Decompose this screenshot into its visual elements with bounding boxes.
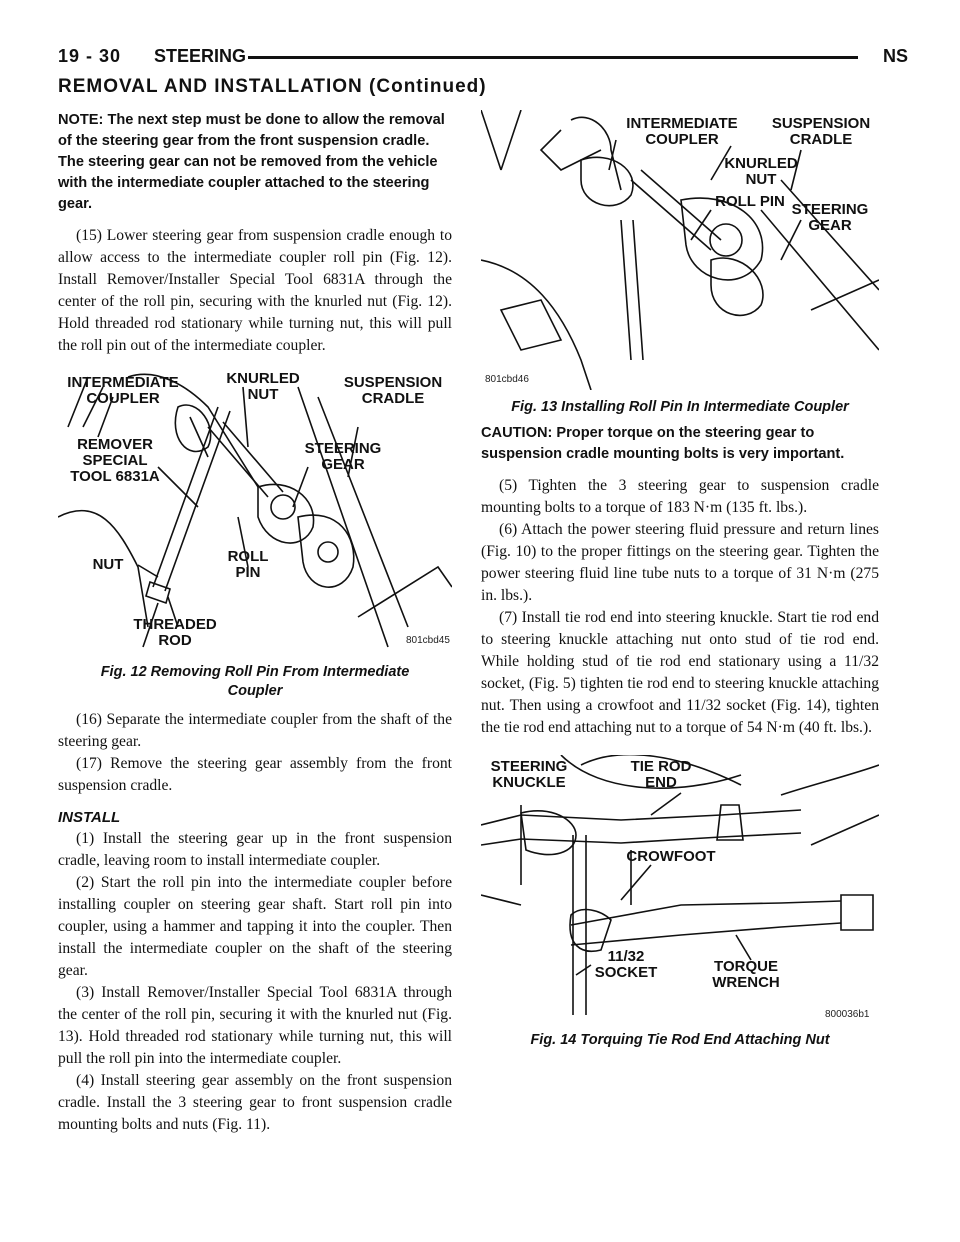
- install-step-6: (6) Attach the power steering fluid pressure and return lines (Fig. 10) to the proper fittings on the steering gear. Tighten the power steering fluid line tube nuts to a torque of 31 N·m (275 in. lbs.).: [481, 521, 879, 604]
- header-rule: [248, 56, 858, 59]
- page-number: 19 - 30: [58, 46, 122, 66]
- fig12-label-steering-gear: STEERING GEAR: [304, 440, 382, 473]
- figure-14: [481, 755, 879, 1023]
- fig13-label-steering-gear: STEERING GEAR: [791, 201, 869, 234]
- section-name: STEERING: [154, 46, 247, 66]
- install-step-1: (1) Install the steering gear up in the front suspension cradle, leaving room to install intermediate coupler.: [58, 830, 452, 869]
- page-header: [58, 44, 908, 70]
- fig12-code: 801cbd45: [406, 635, 450, 646]
- fig12-label-remover-tool: REMOVER SPECIAL TOOL 6831A: [70, 436, 160, 485]
- install-step-4: (4) Install steering gear assembly on the front suspension cradle. Install the 3 steering gear to front suspension cradle mounting bolts and nuts (Fig. 11).: [58, 1072, 452, 1133]
- fig12-label-suspension-cradle: SUSPENSION CRADLE: [343, 374, 443, 407]
- fig13-label-roll-pin: ROLL PIN: [715, 193, 785, 210]
- step-17: (17) Remove the steering gear assembly from the front suspension cradle.: [58, 755, 452, 794]
- install-step-3: (3) Install Remover/Installer Special Tool 6831A through the center of the roll pin, securing it with the knurled nut (Fig. 13). Hold threaded rod stationary while turning nut, this will pull the roll pin into the intermediate coupler.: [58, 984, 452, 1067]
- figure-12-illustration: [58, 367, 452, 659]
- step-15: (15) Lower steering gear from suspension cradle enough to allow access to the intermediate coupler roll pin (Fig. 12). Install Remover/Installer Special Tool 6831A through the center of the roll pin, securing with the knurled nut (Fig. 12). Hold threaded rod stationary while turning nut, this will pull the roll pin out of the intermediate coupler.: [58, 227, 452, 354]
- right-column: [481, 110, 879, 1050]
- fig13-label-knurled-nut: KNURLED NUT: [724, 155, 798, 188]
- left-column: [58, 110, 452, 1136]
- caution-paragraph: CAUTION: Proper torque on the steering gear to suspension cradle mounting bolts is very important.: [481, 425, 845, 462]
- figure-13-illustration: [481, 110, 879, 390]
- fig12-label-roll-pin: ROLL PIN: [227, 548, 269, 581]
- install-step-7: (7) Install tie rod end into steering knuckle. Start tie rod end to steering knuckle attaching nut onto stud of tie rod end. While holding stud of tie rod end stationary using a 11/32 socket, (Fig. 5) tighten tie rod end to steering knuckle attaching nut. Then using a crowfoot and 11/32 socket (Fig. 14), tighten the tie rod end attaching nut to a torque of 54 N·m (40 ft. lbs.).: [481, 609, 879, 736]
- fig14-code: 800036b1: [825, 1009, 870, 1020]
- fig14-label-torque-wrench: TORQUE WRENCH: [712, 958, 780, 991]
- figure-12: [58, 367, 452, 659]
- fig13-code: 801cbd46: [485, 374, 529, 385]
- figure-13: [481, 110, 879, 390]
- note-paragraph: NOTE: The next step must be done to allow the removal of the steering gear from the front suspension cradle. The steering gear can not be removed from the vehicle with the intermediate coupler attached to the steering gear.: [58, 112, 445, 212]
- fig14-label-tie-rod-end: TIE ROD END: [630, 758, 692, 791]
- fig12-label-knurled-nut: KNURLED NUT: [226, 370, 300, 403]
- install-heading: INSTALL: [58, 809, 121, 826]
- fig14-caption: Fig. 14 Torquing Tie Rod End Attaching Nut: [530, 1032, 830, 1048]
- fig13-label-intermediate-coupler: INTERMEDIATE COUPLER: [626, 115, 738, 148]
- fig12-label-threaded-rod: THREADED ROD: [133, 616, 217, 649]
- figure-14-illustration: [481, 755, 879, 1023]
- section-subheading: REMOVAL AND INSTALLATION (Continued): [58, 76, 487, 97]
- install-step-2: (2) Start the roll pin into the intermediate coupler before installing coupler on steering gear shaft. Start roll pin into coupler, using a hammer and tapping it into the coupler. Then install the intermediate coupler on the shaft of the steering gear.: [58, 874, 452, 979]
- model-code: NS: [882, 46, 908, 66]
- fig14-label-socket: 11/32 SOCKET: [594, 948, 658, 981]
- install-step-5: (5) Tighten the 3 steering gear to suspension cradle mounting bolts to a torque of 183 N·m (135 ft. lbs.).: [481, 477, 879, 516]
- step-16: (16) Separate the intermediate coupler from the shaft of the steering gear.: [58, 711, 452, 750]
- fig12-label-intermediate-coupler: INTERMEDIATE COUPLER: [67, 374, 179, 407]
- fig13-label-suspension-cradle: SUSPENSION CRADLE: [771, 115, 871, 148]
- fig12-caption: Fig. 12 Removing Roll Pin From Intermediate Coupler: [100, 664, 410, 699]
- fig12-label-nut: NUT: [92, 556, 124, 573]
- fig14-label-steering-knuckle: STEERING KNUCKLE: [490, 758, 568, 791]
- fig14-label-crowfoot: CROWFOOT: [626, 848, 716, 865]
- fig13-caption: Fig. 13 Installing Roll Pin In Intermediate Coupler: [511, 399, 849, 415]
